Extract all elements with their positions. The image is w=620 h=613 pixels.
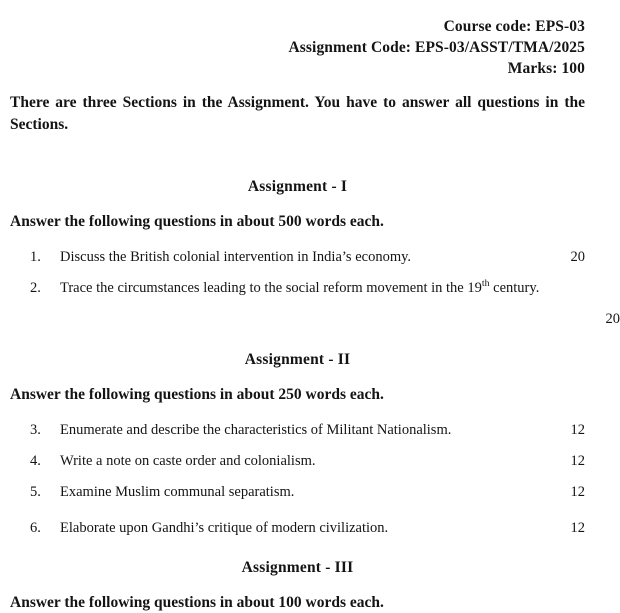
- question-marks: 20: [570, 249, 585, 265]
- question-item: [10, 421, 585, 440]
- question-number: 5.: [30, 484, 41, 500]
- section-instruction-assignment-3: Answer the following questions in about 100 words each.: [10, 594, 384, 611]
- question-number: 2.: [30, 280, 41, 296]
- section-instruction-assignment-1: Answer the following questions in about 500 words each.: [10, 213, 384, 230]
- question-marks: 20: [605, 311, 620, 327]
- question-item: [10, 452, 585, 471]
- question-list-assignment-1: [10, 248, 620, 329]
- question-marks: 12: [570, 422, 585, 438]
- section-instruction-assignment-2: Answer the following questions in about 250 words each.: [10, 386, 384, 403]
- question-item: [10, 248, 585, 267]
- question-marks: 12: [570, 453, 585, 469]
- question-marks: 12: [570, 484, 585, 500]
- course-code-line: Course code: EPS-03: [443, 18, 585, 35]
- section-title-assignment-2: Assignment - II: [244, 351, 351, 368]
- question-item: [10, 278, 620, 329]
- question-row: [60, 519, 585, 538]
- question-text: Discuss the British colonial intervention in India’s economy.: [60, 249, 412, 265]
- question-number: 1.: [30, 249, 41, 265]
- question-row: [60, 278, 620, 329]
- question-number: 3.: [30, 422, 41, 438]
- assignment-intro-paragraph: There are three Sections in the Assignment. You have to answer all questions in the Sections.: [10, 94, 585, 133]
- question-item: [10, 483, 585, 502]
- question-row: [60, 483, 585, 502]
- question-row: [60, 248, 585, 267]
- question-marks: 12: [570, 520, 585, 536]
- marks-total-line: Marks: 100: [507, 60, 585, 77]
- question-number: 4.: [30, 453, 41, 469]
- question-text: Enumerate and describe the characteristics of Militant Nationalism.: [60, 422, 452, 438]
- section-title-assignment-1: Assignment - I: [247, 178, 348, 195]
- question-row: [60, 421, 585, 440]
- question-text-part-1: Trace the circumstances leading to the social reform movement in the 19: [60, 280, 482, 296]
- question-item: [10, 519, 585, 538]
- question-number: 6.: [30, 520, 41, 536]
- question-row: [60, 452, 585, 471]
- question-text: Elaborate upon Gandhi’s critique of modern civilization.: [60, 520, 389, 536]
- question-list-assignment-2: [10, 421, 585, 538]
- section-title-assignment-3: Assignment - III: [241, 559, 354, 576]
- question-text: Examine Muslim communal separatism.: [60, 484, 295, 500]
- question-text: [60, 279, 585, 298]
- ordinal-suffix: th: [481, 278, 490, 290]
- question-text-part-2: century.: [489, 280, 540, 296]
- document-header: [10, 0, 585, 79]
- assignment-code-line: Assignment Code: EPS-03/ASST/TMA/2025: [288, 39, 585, 56]
- question-text: Write a note on caste order and colonialism.: [60, 453, 316, 469]
